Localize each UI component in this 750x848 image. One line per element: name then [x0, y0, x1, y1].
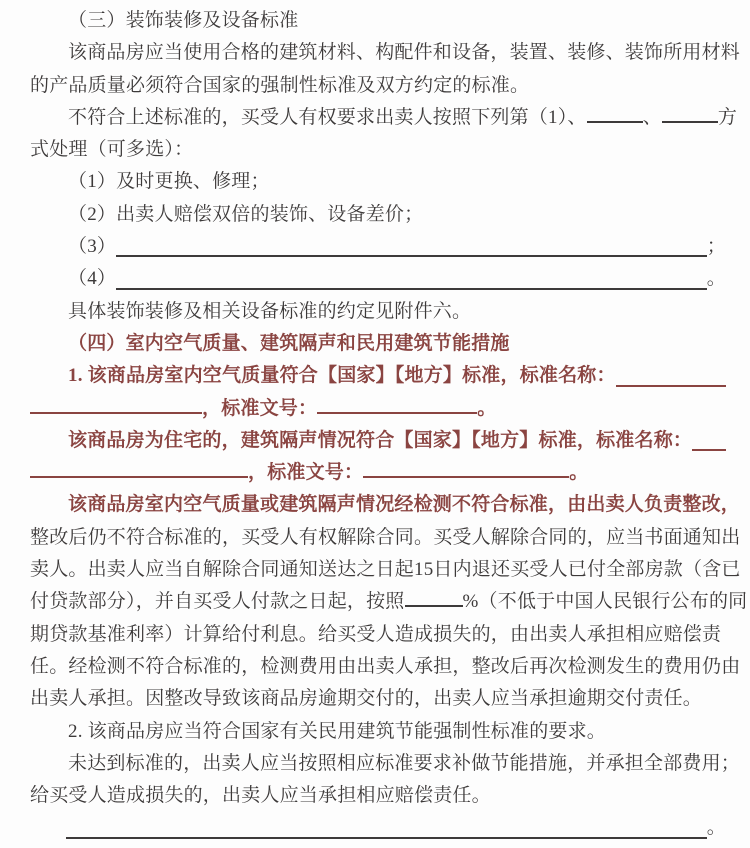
- interest-clause-text: 付贷款部分），并自买受人付款之日起，按照: [30, 591, 405, 613]
- clause-sound-insulation-text: 该商品房为住宅的，建筑隔声情况符合【国家】【地方】标准，标准名称：: [68, 429, 693, 451]
- clause-noncompliance-highlight: 该商品房室内空气质量或建筑隔声情况经检测不符合标准，由出卖人负责整改，: [68, 494, 741, 516]
- option-1: （1）及时更换、修理；: [68, 171, 270, 193]
- para-energy-remedy-line-1: 未达到标准的，出卖人应当按照相应标准要求补做节能措施，并承担全部费用；: [68, 752, 741, 774]
- blank-underline: [116, 288, 707, 290]
- remedy-intro-tail: 方: [717, 106, 738, 128]
- blank-underline: [30, 474, 248, 478]
- blank-underline: [66, 837, 707, 839]
- para-remedy-intro-line-1: [30, 102, 738, 134]
- clause-energy-saving: 2. 该商品房应当符合国家有关民用建筑节能强制性标准的要求。: [68, 720, 607, 742]
- option-2: （2）出卖人赔偿双倍的装饰、设备差价；: [68, 203, 424, 225]
- para-noncompliance-line-6: 任。经检测不符合标准的，检测费用由出卖人承担，整改后再次检测发生的费用仍由: [30, 655, 741, 677]
- para-noncompliance-line-5: 期贷款基准利率）计算给付利息。给买受人造成损失的，由出卖人承担相应赔偿责: [30, 623, 722, 645]
- option-4: [30, 263, 726, 295]
- option-3-label: （3）: [68, 236, 117, 258]
- bottom-blank-line: [30, 812, 726, 844]
- standard-number-label: ，标准文号：: [202, 397, 318, 419]
- blank-underline: [692, 449, 726, 451]
- para-noncompliance-line-3: 卖人。出卖人应当自解除合同通知送达之日起15日内退还买受人已付全部房款（含已: [30, 559, 741, 581]
- standard-number-label: ，标准文号：: [248, 462, 364, 484]
- remedy-intro-text: 不符合上述标准的，买受人有权要求出卖人按照下列第（1）、: [68, 106, 587, 128]
- para-noncompliance-line-2: 整改后仍不符合标准的，买受人有权解除合同。买受人解除合同的，应当书面通知出: [30, 526, 741, 548]
- blank-underline: [616, 385, 726, 387]
- para-noncompliance-line-4: [30, 586, 748, 618]
- para-energy-remedy-line-2: 给买受人造成损失的，出卖人应当承担相应赔偿责任。: [30, 785, 491, 807]
- clause-air-quality-line-2: [30, 393, 726, 425]
- blank-underline: [405, 603, 463, 607]
- para-remedy-intro-line-2: 式处理（可多选）：: [30, 139, 194, 161]
- heading-section-3: （三）装饰装修及设备标准: [68, 10, 299, 31]
- heading-section-4: （四）室内空气质量、建筑隔声和民用建筑节能措施: [68, 332, 510, 354]
- blank-underline: [363, 474, 569, 478]
- enum-comma: 、: [642, 106, 662, 128]
- option-4-punct: 。: [706, 268, 726, 290]
- para-noncompliance-line-7: 出卖人承担。因整改导致该商品房逾期交付的，出卖人应当承担逾期交付责任。: [30, 688, 703, 710]
- clause-air-quality-text: 1. 该商品房室内空气质量符合【国家】【地方】标准，标准名称：: [68, 365, 616, 387]
- clause-end-punct: 。: [477, 397, 497, 419]
- blank-underline: [116, 255, 707, 257]
- clause-end-punct: 。: [569, 462, 589, 484]
- blank-underline: [317, 410, 477, 414]
- clause-sound-insulation-line-2: [30, 457, 726, 489]
- para-appendix-six: 具体装饰装修及相关设备标准的约定见附件六。: [68, 300, 472, 322]
- clause-sound-insulation-line-1: [30, 425, 726, 457]
- para-material-quality-line-1: 该商品房应当使用合格的建筑材料、构配件和设备，装置、装修、装饰所用材料: [68, 42, 741, 64]
- interest-clause-tail: %（不低于中国人民银行公布的同: [462, 591, 748, 613]
- option-4-label: （4）: [68, 268, 117, 290]
- blank-underline: [662, 119, 718, 123]
- option-3-punct: ；: [706, 236, 726, 258]
- blank-underline: [587, 119, 643, 123]
- option-3: [30, 231, 726, 263]
- para-material-quality-line-2: 的产品质量必须符合国家的强制性标准及双方约定的标准。: [30, 74, 530, 96]
- bottom-line-punct: 。: [706, 817, 726, 839]
- clause-air-quality-line-1: [30, 360, 726, 392]
- blank-underline: [30, 410, 202, 414]
